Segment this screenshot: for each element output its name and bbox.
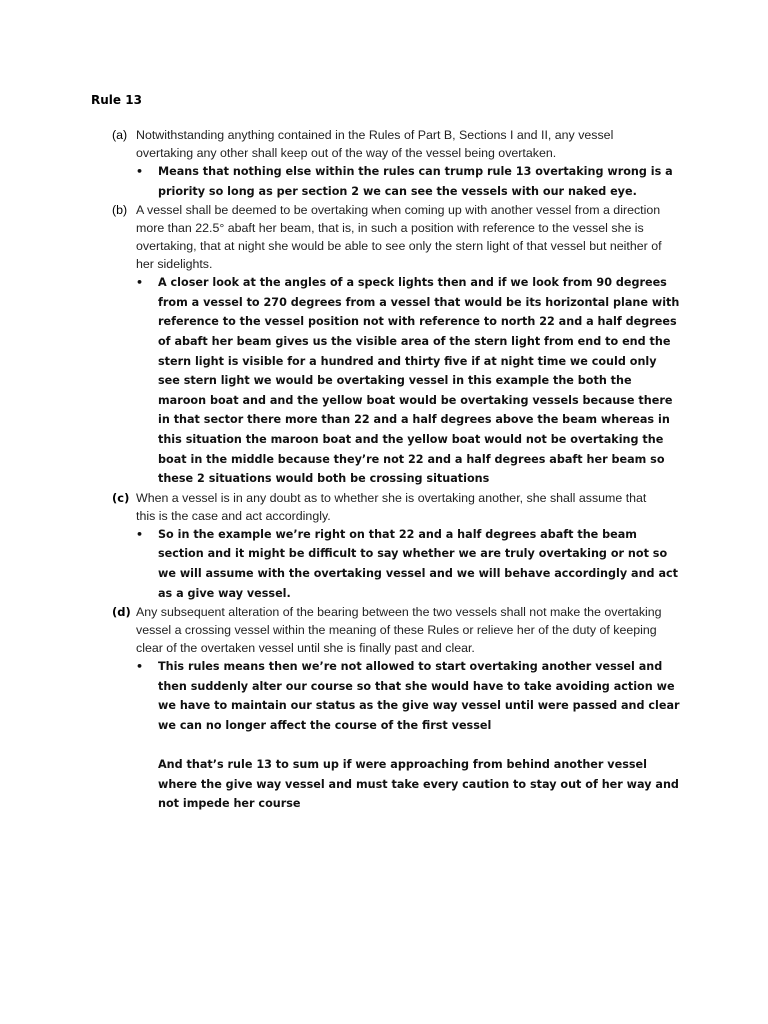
rule-item-c — [0, 489, 768, 603]
commentary-note — [136, 657, 680, 735]
rule-text: Any subsequent alteration of the bearing between the two vessels shall not make the overtaking vessel a crossing vessel within the meaning of these Rules or relieve her of the duty of keeping clear of the overtaken vessel until she is finally past and clear. — [136, 605, 662, 656]
bullet-icon: • — [136, 660, 144, 674]
spacer — [0, 735, 768, 755]
note-text: A closer look at the angles of a speck lights then and if we look from 90 degrees from a vessel to 270 degrees from a vessel that would be its horizontal plane with reference to the vessel position not with reference to north 22 and a half degrees of abaft her beam gives us the visible area of the stern light from end to end the stern light is visible for a hundred and thirty five if at night time we could only see stern light we would be overtaking vessel in this example the both the maroon boat and and the yellow boat would be overtaking vessels because there in that sector there more than 22 and a half degrees above the beam whereas in this situation the maroon boat and the yellow boat would not be overtaking the boat in the middle because they’re not 22 and a half degrees abaft her beam so these 2 situations would both be crossing situations — [158, 276, 680, 486]
rule-text: A vessel shall be deemed to be overtaking when coming up with another vessel from a direction more than 22.5° abaft her beam, that is, in such a position with reference to the vessel she is overtaking, that at night she would be able to see only the stern light of that vessel but neither of her sidelights. — [136, 203, 662, 272]
commentary-note — [136, 525, 680, 603]
rule-list — [0, 126, 768, 814]
summary-paragraph: And that’s rule 13 to sum up if were approaching from behind another vessel where the give way vessel and must take every caution to stay out of her way and not impede her course — [158, 758, 679, 811]
rule-item-a — [0, 126, 768, 201]
rule-letter: (d) — [112, 605, 131, 620]
bullet-icon: • — [136, 276, 144, 290]
rule-item-d — [0, 603, 768, 814]
bullet-icon: • — [136, 165, 144, 178]
page-title: Rule 13 — [91, 93, 142, 107]
bullet-icon: • — [136, 527, 144, 541]
rule-text: Notwithstanding anything contained in the Rules of Part B, Sections I and II, any vessel overtaking any other shall keep out of the way of the vessel being overtaken. — [136, 128, 614, 160]
note-text: Means that nothing else within the rules can trump rule 13 overtaking wrong is a priority so long as per section 2 we can see the vessels with our naked eye. — [158, 165, 673, 198]
rule-text: When a vessel is in any doubt as to whether she is overtaking another, she shall assume that this is the case and act accordingly. — [136, 490, 647, 523]
note-text: So in the example we’re right on that 22 and a half degrees abaft the beam section and it might be difficult to say whether we are truly overtaking or not so we will assume with the overtaking vessel and we will behave accordingly and act as a give way vessel. — [158, 527, 678, 600]
commentary-note — [136, 162, 680, 201]
rule-item-b — [0, 201, 768, 489]
rule-letter: (c) — [112, 490, 130, 505]
rule-letter: (b) — [112, 203, 128, 218]
note-text: This rules means then we’re not allowed to start overtaking another vessel and then suddenly alter our course so that she would have to take avoiding action we we have to maintain our status as the give way vessel until were passed and clear we can no longer affect the course of the first vessel — [158, 660, 680, 732]
commentary-note — [136, 273, 680, 489]
rule-letter: (a) — [112, 128, 128, 142]
